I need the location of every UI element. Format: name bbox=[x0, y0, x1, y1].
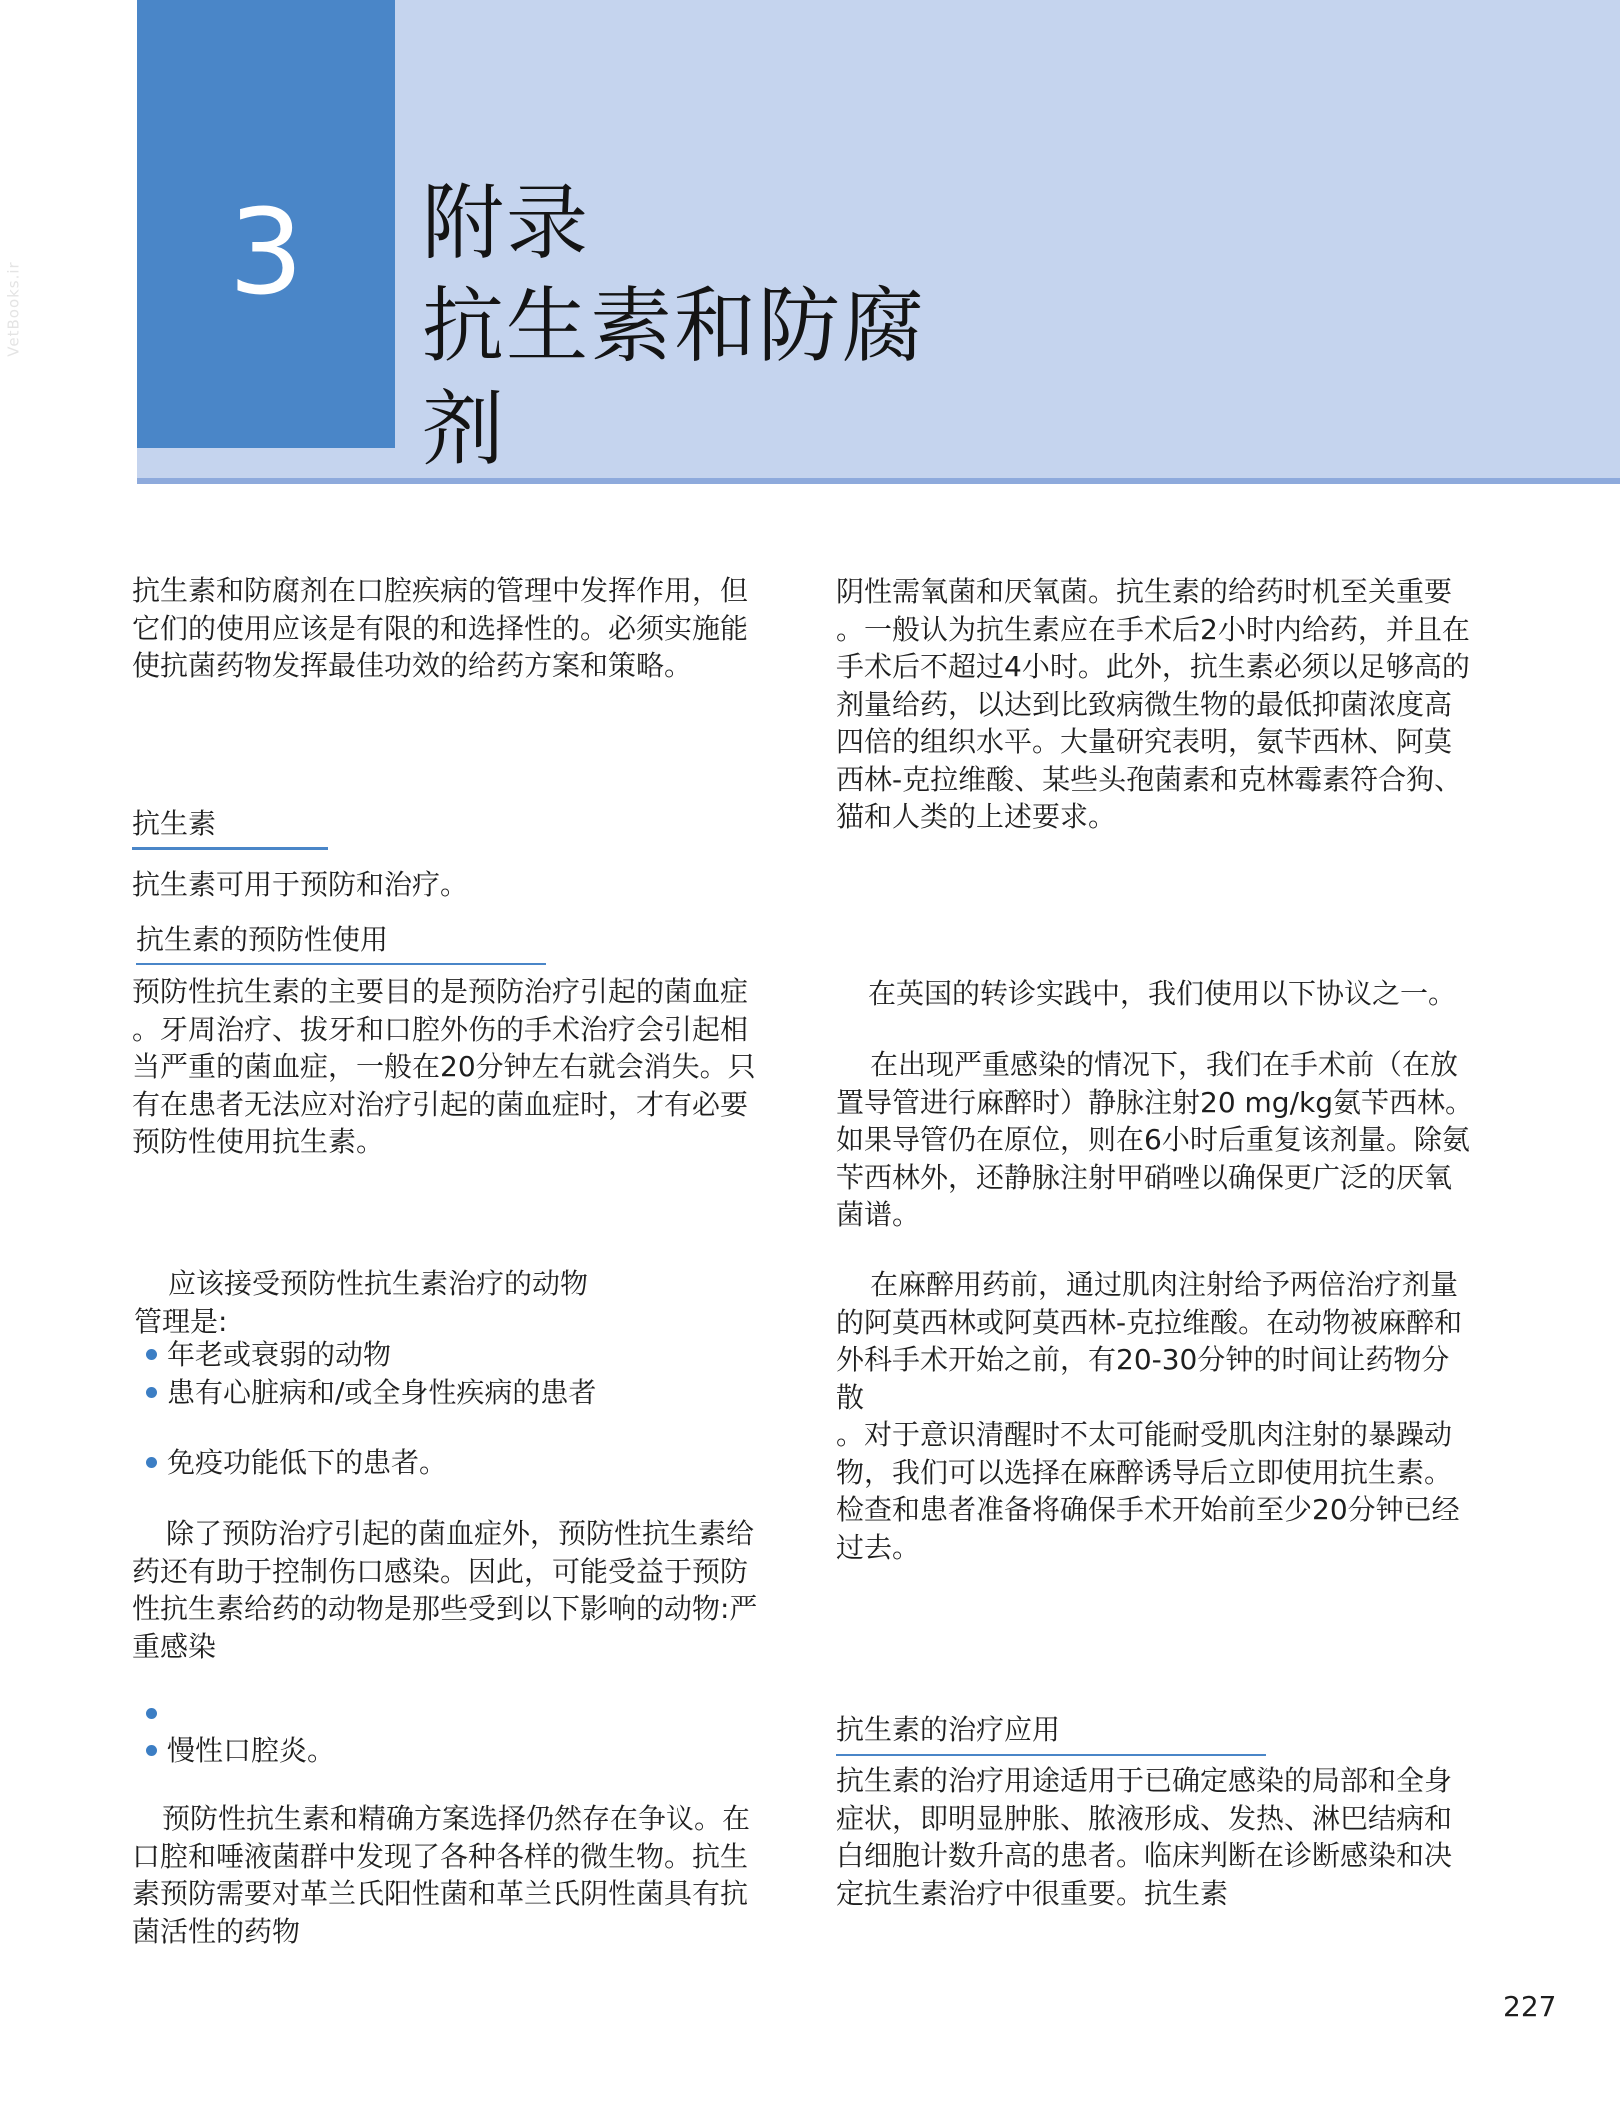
candidates-intro: 应该接受预防性抗生素治疗的动物 管理是: bbox=[134, 1267, 589, 1338]
premedication-paragraph: 在麻醉用药前，通过肌肉注射给予两倍治疗剂量 的阿莫西林或阿莫西林-克拉维酸。在动物被麻醉和 外科手术开始之前，有20-30分钟的时间让药物分散 。对于意识清醒时不太可能耐受肌肉注射的暴躁动 物，我们可以选择在麻醉诱导后立即使用抗生素。 检查和患者准备将确保手术开始前至少20分钟已经 过去。 bbox=[836, 1268, 1463, 1564]
chapter-title-line: 抗生素和防腐 bbox=[422, 279, 927, 374]
heading-prophylactic: 抗生素的预防性使用 bbox=[136, 923, 389, 956]
intro-paragraph: 抗生素和防腐剂在口腔疾病的管理中发挥作用，但 它们的使用应该是有限的和选择性的。必须实施能 使抗菌药物发挥最佳功效的给药方案和策略。 bbox=[132, 574, 749, 682]
heading-antibiotics: 抗生素 bbox=[132, 807, 217, 840]
bullet-icon bbox=[146, 1745, 157, 1756]
page-number: 227 bbox=[1503, 1990, 1557, 2023]
antibiotics-uses: 抗生素可用于预防和治疗。 bbox=[132, 868, 469, 901]
chapter-title bbox=[422, 172, 1022, 481]
wound-paragraph: 除了预防治疗引起的菌血症外，预防性抗生素给 药还有助于控制伤口感染。因此，可能受益于预防 性抗生素给药的动物是那些受到以下影响的动物:严 重感染 bbox=[132, 1517, 758, 1663]
list-item: 慢性口腔炎。 bbox=[146, 1732, 335, 1769]
severe-infection-paragraph: 在出现严重感染的情况下，我们在手术前（在放 置导管进行麻醉时）静脉注射20 mg/kg氨苄西林。 如果导管仍在原位，则在6小时后重复该剂量。除氨 苄西林外，还静脉注射甲硝唑以确保更广泛的厌氧 菌谱。 bbox=[836, 1048, 1474, 1231]
timing-paragraph: 阴性需氧菌和厌氧菌。抗生素的给药时机至关重要 。一般认为抗生素应在手术后2小时内给药，并且在 手术后不超过4小时。此外，抗生素必须以足够高的 剂量给药，以达到比致病微生物的最低抑菌浓度高 四倍的组织水平。大量研究表明，氨苄西林、阿莫 西林-克拉维酸、某些头孢菌素和克林霉素符合狗、 猫和人类的上述要求。 bbox=[836, 575, 1470, 833]
heading-underline bbox=[132, 847, 328, 850]
chapter-title-line: 附录 bbox=[422, 176, 591, 271]
therapeutic-paragraph: 抗生素的治疗用途适用于已确定感染的局部和全身 症状，即明显肿胀、脓液形成、发热、淋巴结病和 白细胞计数升高的患者。临床判断在诊断感染和决 定抗生素治疗中很重要。抗生素 bbox=[836, 1764, 1453, 1910]
list-item: 患有心脏病和/或全身性疾病的患者 bbox=[146, 1374, 596, 1411]
protocol-intro: 在英国的转诊实践中，我们使用以下协议之一。 bbox=[868, 977, 1457, 1010]
chapter-title-line: 剂 bbox=[422, 382, 507, 477]
heading-underline bbox=[836, 1754, 1266, 1756]
chapter-number: 3 bbox=[228, 183, 304, 321]
list-item: 免疫功能低下的患者。 bbox=[146, 1444, 447, 1481]
bullet-icon bbox=[146, 1457, 157, 1468]
bullet-icon bbox=[146, 1349, 157, 1360]
heading-underline bbox=[136, 963, 546, 965]
controversy-paragraph: 预防性抗生素和精确方案选择仍然存在争议。在 口腔和唾液菌群中发现了各种各样的微生物。抗生 素预防需要对革兰氏阳性菌和革兰氏阴性菌具有抗 菌活性的药物 bbox=[132, 1802, 751, 1948]
heading-therapeutic: 抗生素的治疗应用 bbox=[836, 1713, 1061, 1746]
chapter-number-block bbox=[137, 0, 395, 448]
list-item: 年老或衰弱的动物 bbox=[146, 1336, 391, 1373]
bullet-icon bbox=[146, 1387, 157, 1398]
watermark: VetBooks.ir bbox=[4, 261, 23, 357]
list-item-empty bbox=[146, 1695, 167, 1732]
bullet-icon bbox=[146, 1708, 157, 1719]
prophylactic-paragraph: 预防性抗生素的主要目的是预防治疗引起的菌血症 。牙周治疗、拔牙和口腔外伤的手术治疗会引起相 当严重的菌血症，一般在20分钟左右就会消失。只 有在患者无法应对治疗引起的菌血症时，才有必要 预防性使用抗生素。 bbox=[132, 975, 756, 1158]
